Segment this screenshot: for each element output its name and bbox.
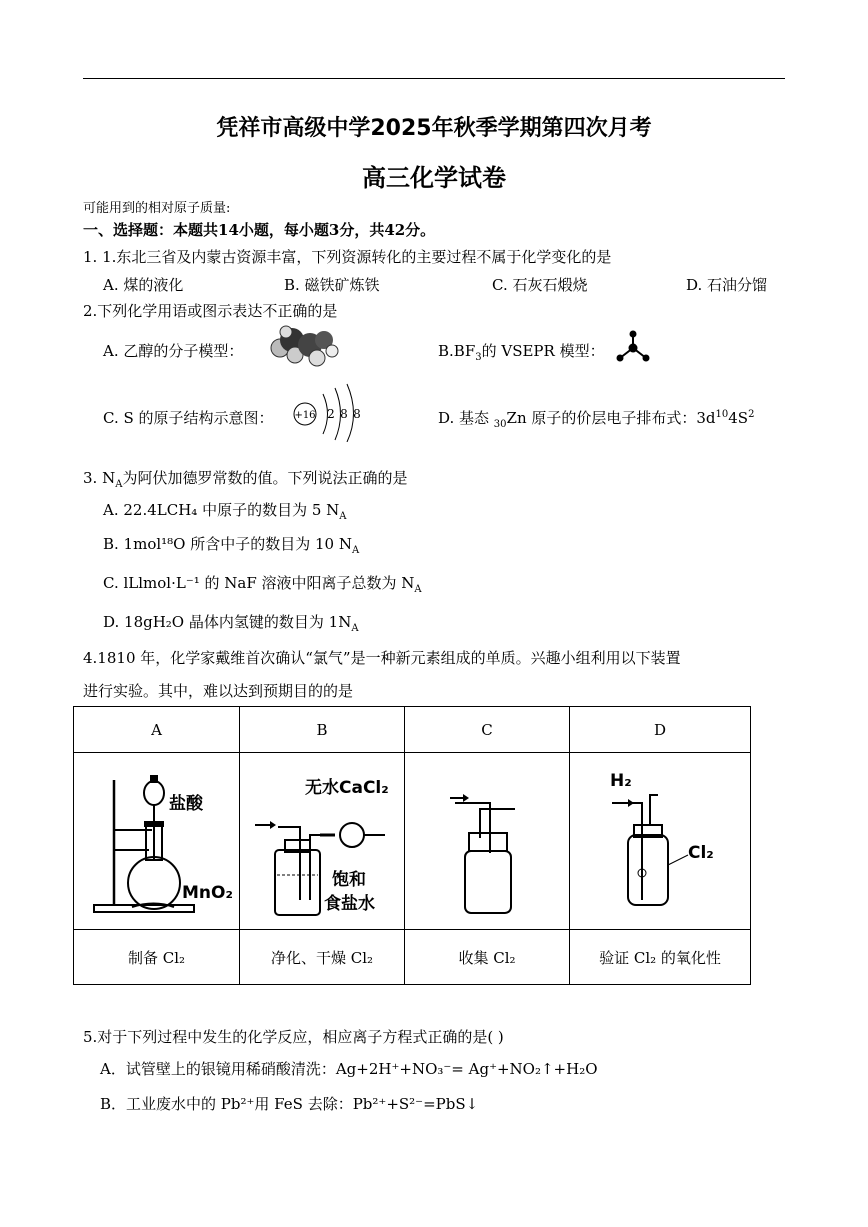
table-header-d: D <box>570 707 751 753</box>
q5-stem: 5.对于下列过程中发生的化学反应，相应离子方程式正确的是( ) <box>83 1028 504 1046</box>
apparatus-table <box>73 706 751 985</box>
header-rule <box>83 78 785 79</box>
shell-1-electrons: 2 <box>327 407 335 421</box>
q2-option-c: C. S 的原子结构示意图： <box>103 409 274 427</box>
q3-stem: 3. $N_A$为阿伏加德罗常数的值。下列说法正确的是 <box>83 469 408 490</box>
q4-stem-line2: 进行实验。其中，难以达到预期目的的是 <box>83 682 354 700</box>
bf3-vsepr-icon <box>615 330 651 364</box>
shell-2-electrons: 8 <box>340 407 348 421</box>
label-cacl2: 无水CaCl₂ <box>305 778 389 798</box>
q5-option-b: B．工业废水中的 Pb²⁺用 FeS 去除：Pb²⁺+S²⁻=PbS↓ <box>100 1095 479 1113</box>
q3-option-d: D. 18gH₂O 晶体内氢键的数目为 $1N_A$ <box>103 613 359 634</box>
q2-option-b: $B.BF_3$的 VSEPR 模型： <box>438 342 605 363</box>
exam-title: 凭祥市高级中学2025年秋季学期第四次月考 <box>216 116 652 141</box>
ethanol-model-icon <box>262 325 342 370</box>
table-header-b: B <box>240 707 405 753</box>
apparatus-b-cell <box>240 753 405 930</box>
table-header-a: A <box>74 707 240 753</box>
q1-option-b: B. 磁铁矿炼铁 <box>284 276 380 294</box>
caption-b: 净化、干燥 Cl₂ <box>240 930 405 985</box>
q4-stem-line1: 4.1810 年，化学家戴维首次确认“氯气”是一种新元素组成的单质。兴趣小组利用以下装置 <box>83 649 681 667</box>
caption-a: 制备 Cl₂ <box>74 930 240 985</box>
shell-3-electrons: 8 <box>353 407 361 421</box>
q3-option-a: A. 22.4LCH₄ 中原子的数目为 5 $N_A$ <box>103 501 347 522</box>
q2-option-d: D. 基态 $_{30}$Zn 原子的价层电子排布式：$3d^{10}4S^2$ <box>438 409 755 430</box>
table-header-c: C <box>405 707 570 753</box>
exam-subtitle: 高三化学试卷 <box>362 164 506 192</box>
apparatus-c-cell <box>405 753 570 930</box>
nucleus-label: +16 <box>294 410 316 421</box>
sulfur-atom-diagram <box>290 380 370 442</box>
q2-option-a: A. 乙醇的分子模型： <box>103 342 244 360</box>
q1-option-c: C. 石灰石煅烧 <box>492 276 588 294</box>
label-h2: H₂ <box>610 771 632 791</box>
q2-stem: 2.下列化学用语或图示表达不正确的是 <box>83 302 338 320</box>
collecting-bottle-icon <box>405 753 569 925</box>
q3-option-c: C. lLlmol·L⁻¹ 的 NaF 溶液中阳离子总数为 $N_A$ <box>103 574 422 595</box>
label-hcl: 盐酸 <box>169 794 203 814</box>
q1-stem: 1. 1.东北三省及内蒙古资源丰富，下列资源转化的主要过程不属于化学变化的是 <box>83 248 612 266</box>
label-mno2: MnO₂ <box>182 883 233 903</box>
q5-option-a: A．试管壁上的银镜用稀硝酸清洗：Ag+2H⁺+NO₃⁻= Ag⁺+NO₂↑+H₂O <box>100 1060 598 1078</box>
q1-option-a: A. 煤的液化 <box>103 276 184 294</box>
caption-c: 收集 Cl₂ <box>405 930 570 985</box>
atomic-mass-note: 可能用到的相对原子质量: <box>83 201 231 216</box>
label-brine-2: 食盐水 <box>324 894 375 914</box>
q3-option-b: B. 1mol¹⁸O 所含中子的数目为 10 $N_A$ <box>103 535 360 556</box>
q1-option-d: D. 石油分馏 <box>686 276 768 294</box>
caption-d: 验证 Cl₂ 的氧化性 <box>570 930 751 985</box>
section-heading: 一、选择题：本题共14小题，每小题3分，共42分。 <box>83 221 436 239</box>
label-brine-1: 饱和 <box>332 870 366 890</box>
label-cl2: Cl₂ <box>688 843 714 863</box>
apparatus-d-cell <box>570 753 751 930</box>
apparatus-a-cell <box>74 753 240 930</box>
reaction-tube-icon <box>570 755 750 927</box>
